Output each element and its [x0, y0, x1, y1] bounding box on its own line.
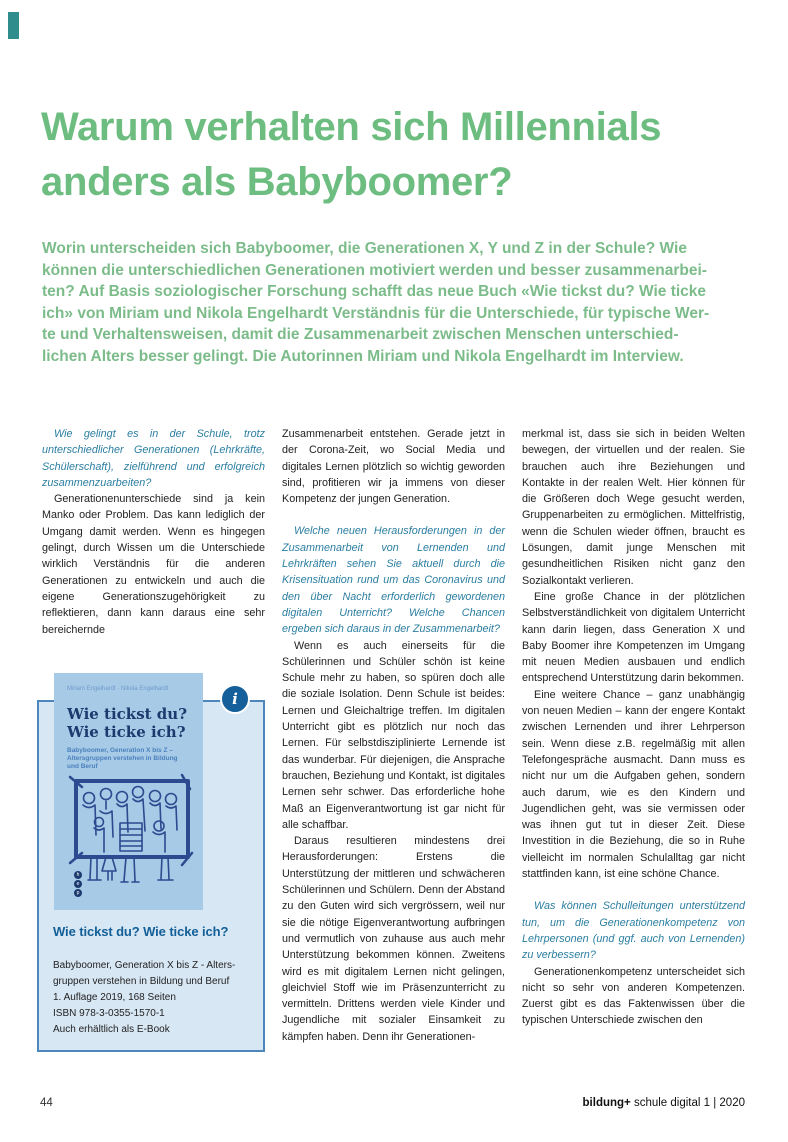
book-box-title: Wie tickst du? Wie ticke ich? — [53, 924, 229, 939]
paragraph: Generationenunterschiede sind ja kein Manko oder Problem. Das kann lediglich der Umgang damit werden. Wenn es hingegen gelingt, durch Wissen um die Unterschiede wirklich Verständnis für die anderen Generationen zu entwickeln und auch die eigene Generationszugehörigkeit zu reflektieren, dann kann daraus eine sehr bereichernde — [42, 493, 265, 636]
intro-line: können die unterschiedlichen Generationen motiviert werden und besser zusammenarbei- — [42, 261, 707, 279]
interview-question-3: Was können Schulleitungen unterstützend tun, um die Generationenkompetenz von Lehrpersonen (und ggf. auch von Lernenden) zu verbessern? — [522, 900, 745, 962]
book-cover-title-line1: Wie tickst du? — [67, 705, 187, 723]
detail-line: ISBN 978-3-0355-1570-1 — [53, 1008, 165, 1019]
book-box-details — [53, 958, 235, 1038]
paragraph: Generationenkompetenz unterscheidet sich nicht so sehr von anderen Kompetenzen. Zuerst gibt es das Faktenwissen über die typischen Unterschiede zwischen den — [522, 965, 745, 1027]
detail-line: gruppen verstehen in Bildung und Beruf — [53, 976, 230, 987]
book-cover-title-line2: Wie ticke ich? — [67, 722, 186, 741]
column-3 — [522, 426, 745, 1045]
paragraph: Wenn es auch einerseits für die Schülerinnen und Schüler schön ist keine Schule mehr zu haben, so spüren doch alle die soziale Isolation. Denn Schule ist beides: Lernen und Gleichaltrige treffen. Im digitalen Unterricht gibt es plötzlich nur noch das Lernen. Für selbstdisziplinierte Lernende ist das wunderbar. Für diejenigen, die Ansprache brauchen, Beziehung und Kontakt, ist digitales Lernen sehr schwer. Das erforderliche hohe Maß an Eigenverantwortung ist gar nicht für alle schaffbar. — [282, 639, 505, 831]
intro-line: lichen Alters besser gelingt. Die Autorinnen Miriam und Nikola Engelhardt im Interview. — [42, 347, 684, 365]
book-cover-subtitle: Babyboomer, Generation X bis Z – Altersgruppen verstehen in Bildung und Beruf — [67, 747, 178, 770]
book-cover-authors: Miriam Engelhardt · Nikola Engelhardt — [67, 686, 169, 692]
paragraph: Eine weitere Chance – ganz unabhängig von neuen Medien – kann der engere Kontakt zwischen Lernenden und ihrer Lehrperson sein. Wenn diese z.B. regelmäßig mit allen Telefongespräche ausmacht. Dann muss es nicht nur um die Aufgaben gehen, sondern auch darum, wie es den Kindern und Jugendlichen geht, was sie vermissen oder was ihnen gut tut in dieser Zeit. Diese Investition in die Beziehung, die so in Ruhe vielleicht im normalen Schulalltag gar nicht stattfinden kann, ist eine schöne Chance. — [522, 688, 745, 881]
publisher-logo-letter: p — [74, 889, 82, 897]
info-icon-letter: i — [232, 690, 238, 708]
article-title-line2: anders als Babyboomer? — [41, 160, 513, 204]
interview-question-1: Wie gelingt es in der Schule, trotz unterschiedlicher Generationen (Lehrkräfte, Schülerschaft), zielführend und erfolgreich zusammenzuarbeiten? — [42, 428, 265, 489]
publisher-logo — [74, 871, 82, 898]
journal-name-bold: bildung+ — [582, 1097, 631, 1109]
info-icon — [220, 684, 250, 714]
interview-question-2: Welche neuen Herausforderungen in der Zusammenarbeit von Lernenden und Lehrkräften sehen Sie aktuell durch die Krisensituation rund um das Coronavirus und den über Nacht erforderlich gewordenen digitalen Unterricht? Welche Chancen ergeben sich daraus in der Zusammenarbeit? — [282, 525, 505, 636]
paragraph: Zusammenarbeit entstehen. Gerade jetzt in der Corona-Zeit, wo Social Media und digitales Lernen plötzlich so wichtig geworden sind, profitieren wir ja immens von dieser Kompetenz der jungen Generation. — [282, 428, 505, 506]
page-number: 44 — [40, 1097, 53, 1109]
book-info-module — [37, 673, 265, 1052]
book-cover — [54, 673, 203, 910]
intro-line: ich» von Miriam und Nikola Engelhardt Verständnis für die Unterschiede, für typische Wer- — [42, 304, 710, 322]
intro-line: Worin unterscheiden sich Babyboomer, die Generationen X, Y und Z in der Schule? Wie — [42, 240, 687, 257]
journal-title — [583, 1097, 745, 1109]
corner-mark — [8, 12, 19, 39]
detail-line: Auch erhältlich als E-Book — [53, 1024, 170, 1035]
detail-line: Babyboomer, Generation X bis Z - Alters- — [53, 960, 236, 971]
article-title-line1: Warum verhalten sich Millennials — [41, 105, 662, 149]
paragraph: Daraus resultieren mindestens drei Herausforderungen: Erstens die Unterstützung der mittleren und schwächeren Schülerinnen und Schülern. Denn der Abstand zu den Guten wird sich vergrössern, weil nur sie die nötige Eigenverantwortung aufbringen und vermutlich von zuhause aus auch mehr Unterstützung bekommen können. Zweitens wird es mit digitalem Lernen nicht gelingen, gleichviel Stoff wie im Präsenzunterricht zu vermitteln. Drittens werden viele Kinder und Jugendliche mit sozialer Einsamkeit zu kämpfen haben. Denn ihr Generationen- — [282, 835, 505, 1043]
journal-issue: schule digital 1 | 2020 — [630, 1097, 745, 1109]
column-2 — [282, 426, 505, 1045]
detail-line: 1. Auflage 2019, 168 Seiten — [53, 992, 176, 1003]
intro-paragraph — [42, 238, 709, 368]
book-cover-title — [67, 706, 187, 741]
paragraph: merkmal ist, dass sie sich in beiden Welten bewegen, der virtuellen und der realen. Sie brauchen auch ihre Beziehungen und Kontakte in der realen Welt. Hier können für die Größeren doch Wege gesucht werden, Gruppenarbeiten zu ermöglichen. Mittelfristig, wenn die Schulen wieder öffnen, braucht es Lösungen, damit junge Menschen mit gesundheitlichen Risiken nicht ganz den Sozialkontakt verlieren. — [522, 428, 745, 587]
intro-line: te und Verhaltensweisen, damit die Zusammenarbeit zwischen Menschen unterschied- — [42, 326, 679, 344]
paragraph: Eine große Chance in der plötzlichen Selbstverständlichkeit von digitalem Unterricht kann darin liegen, dass Generation X und Baby Boomer ihre Kompetenzen im Umgang mit neuen Medien ausbauen und endlich entsprechend Unterstützung darin bekommen. — [522, 590, 745, 685]
article-title — [41, 100, 661, 210]
intro-line: ten? Auf Basis soziologischer Forschung schafft das neue Buch «Wie tickst du? Wie ticke — [42, 283, 707, 301]
publisher-logo-letter: h — [74, 871, 82, 879]
publisher-logo-letter: e — [74, 880, 82, 888]
